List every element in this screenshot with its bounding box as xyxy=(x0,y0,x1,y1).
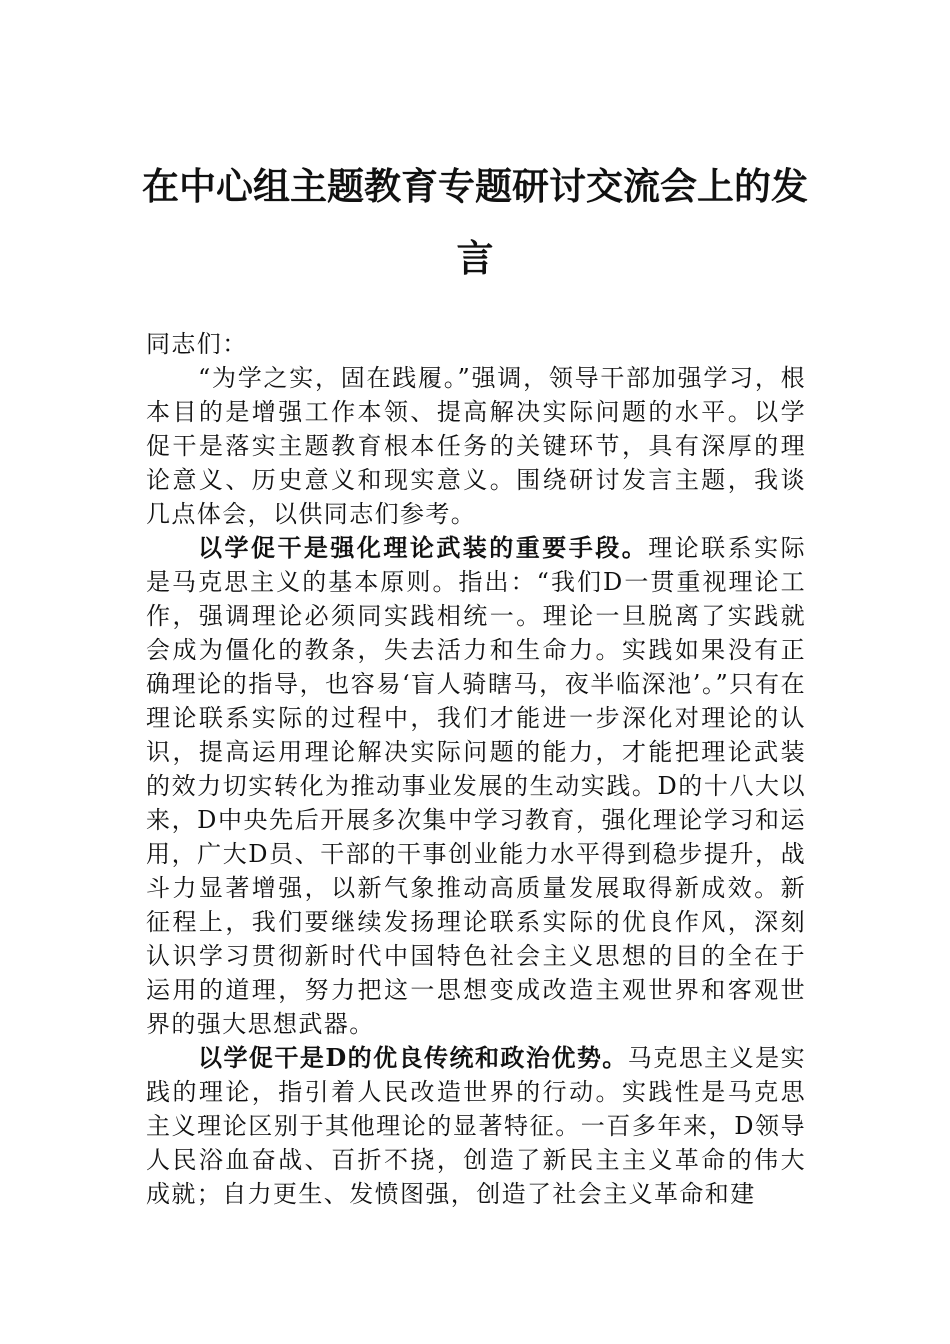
paragraph-text: “为学之实，固在践履。”强调，领导干部加强学习，根本目的是增强工作本领、提高解决实际问题的水平。以学促干是落实主题教育根本任务的关键环节，具有深厚的理论意义、历史意义和现实意义。围绕研讨发言主题，我谈几点体会，以供同志们参考。 xyxy=(146,364,806,528)
document-title-line-2: 言 xyxy=(456,236,494,280)
document-body xyxy=(146,327,806,1211)
salutation: 同志们： xyxy=(146,330,248,358)
paragraph-text: 理论联系实际是马克思主义的基本原则。指出：“我们D一贯重视理论工作，强调理论必须同实践相统一。理论一旦脱离了实践就会成为僵化的教条，失去活力和生命力。实践如果没有正确理论的指导，也容易‘盲人骑瞎马，夜半临深池’。”只有在理论联系实际的过程中，我们才能进一步深化对理论的认识，提高运用理论解决实际问题的能力，才能把理论武装的效力切实转化为推动事业发展的生动实践。D的十八大以来，D中央先后开展多次集中学习教育，强化理论学习和运用，广大D员、干部的干事创业能力水平得到稳步提升，战斗力显著增强，以新气象推动高质量发展取得新成效。新征程上，我们要继续发扬理论联系实际的优良作风，深刻认识学习贯彻新时代中国特色社会主义思想的目的全在于运用的道理，努力把这一思想变成改造主观世界和客观世界的强大思想武器。 xyxy=(146,534,806,1038)
paragraph-lead-heading: 以学促干是强化理论武装的重要手段。 xyxy=(198,533,649,562)
paragraph-intro xyxy=(146,361,806,531)
paragraph-theory-armament xyxy=(146,531,806,1041)
document-title-line-1: 在中心组主题教育专题研讨交流会上的发 xyxy=(142,164,808,208)
paragraph-lead-heading: 以学促干是D的优良传统和政治优势。 xyxy=(198,1043,628,1072)
paragraph-tradition-advantage xyxy=(146,1041,806,1211)
paragraph-text: 马克思主义是实践的理论，指引着人民改造世界的行动。实践性是马克思主义理论区别于其他理论的显著特征。一百多年来，D领导人民浴血奋战、百折不挠，创造了新民主主义革命的伟大成就；自力更生、发愤图强，创造了社会主义革命和建 xyxy=(146,1044,806,1208)
